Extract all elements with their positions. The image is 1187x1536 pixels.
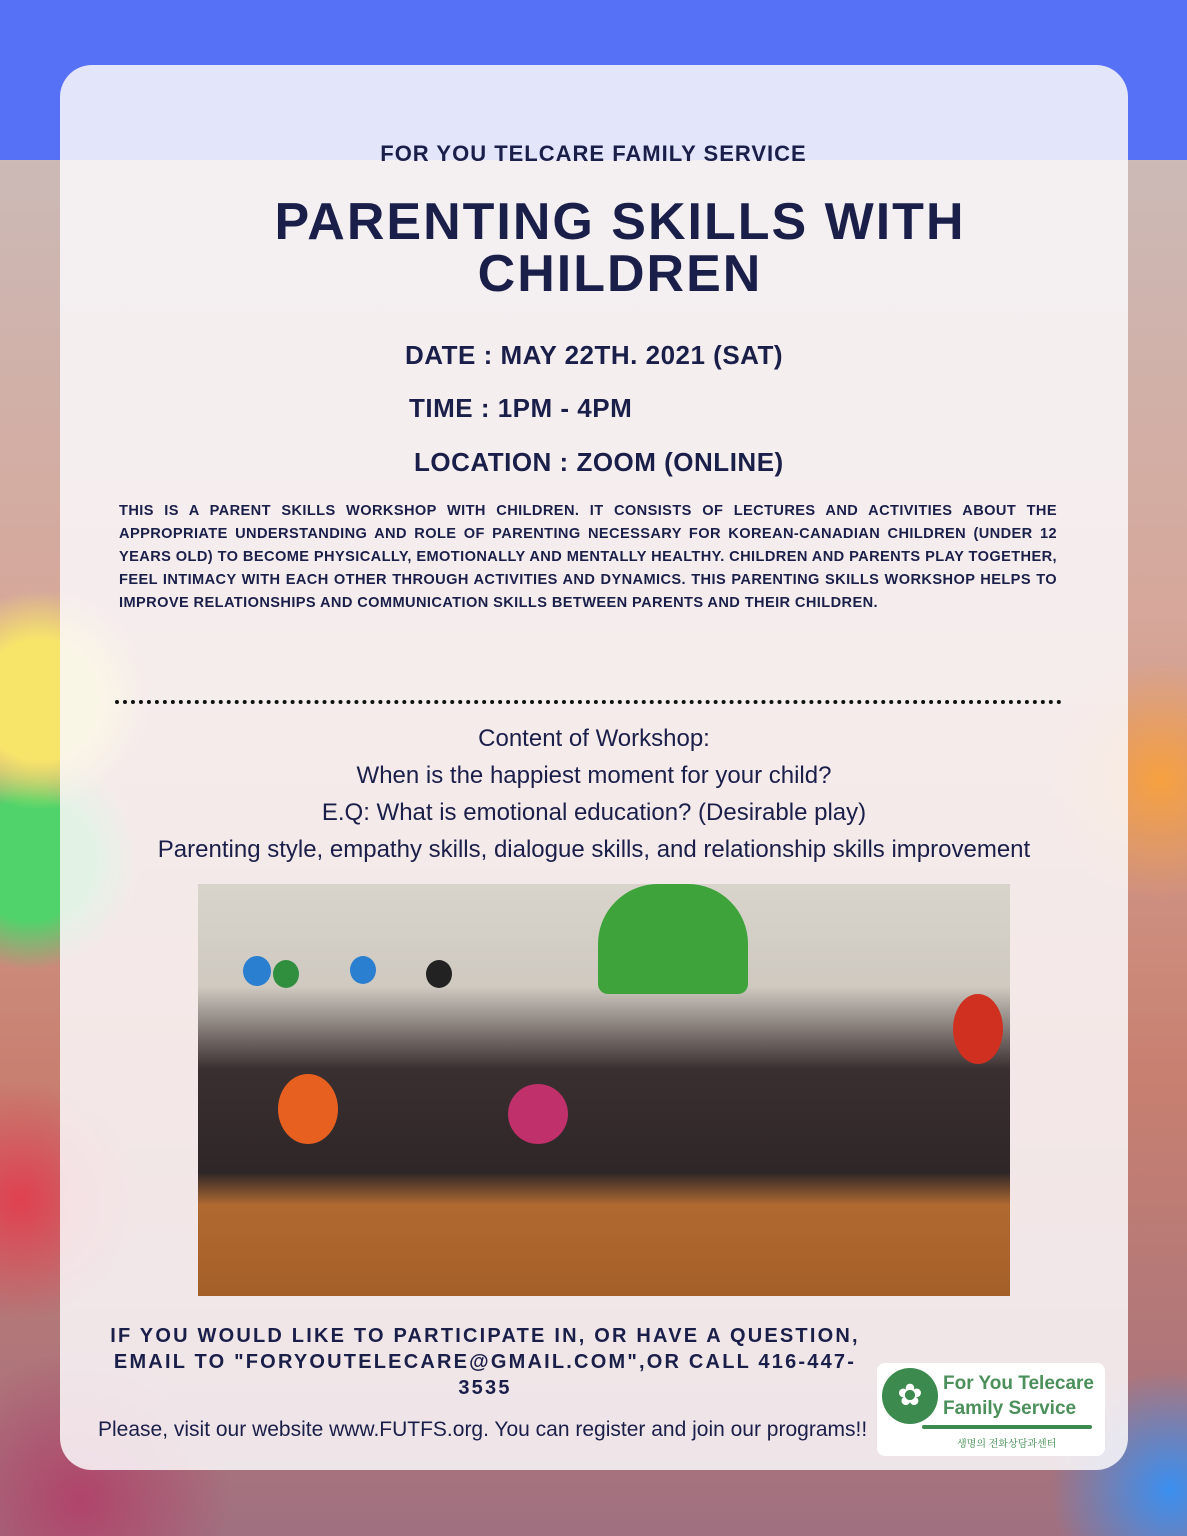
photo-tree-decoration [598, 884, 748, 994]
page-title: PARENTING SKILLS WITH CHILDREN [274, 193, 966, 303]
event-time: TIME : 1PM - 4PM [409, 393, 633, 423]
photo-balloon [426, 960, 452, 988]
content-item: E.Q: What is emotional education? (Desirable play) [321, 799, 867, 826]
event-date: DATE : MAY 22TH. 2021 (SAT) [405, 340, 784, 370]
photo-balloon [350, 956, 376, 984]
leaf-phone-icon: ✿ [882, 1368, 938, 1424]
content-heading: Content of Workshop: [478, 725, 710, 752]
logo-korean: 생명의 전화상담과센터 [957, 1439, 1057, 1450]
photo-red-jacket [953, 994, 1003, 1064]
photo-child-orange-jacket [278, 1074, 338, 1144]
brush-stroke [922, 1425, 1092, 1429]
contact-info [95, 1323, 875, 1401]
photo-balloon [273, 960, 299, 988]
content-item: Parenting style, empathy skills, dialogue skills, and relationship skills improvement [157, 836, 1031, 863]
group-photo [198, 884, 1010, 1296]
event-location: LOCATION : ZOOM (ONLINE) [414, 447, 784, 477]
dotted-divider [115, 700, 1062, 704]
description: THIS IS A PARENT SKILLS WORKSHOP WITH CHILDREN. IT CONSISTS OF LECTURES AND ACTIVITIES ABOUT THE APPROPRIATE UNDERSTANDING AND ROLE OF PARENTING NECESSARY FOR KOREAN-CANADIAN CHILDREN (UNDER 12 YEARS OLD) TO BECOME PHYSICALLY, EMOTIONALLY AND MENTALLY HEALTHY. CHILDREN AND PARENTS PLAY TOGETHER, FEEL INTIMACY WITH EACH OTHER THROUGH ACTIVITIES AND DYNAMICS. THIS PARENTING SKILLS WORKSHOP HELPS TO IMPROVE RELATIONSHIPS AND COMMUNICATION SKILLS BETWEEN PARENTS AND THEIR CHILDREN. [119, 503, 1057, 611]
photo-child-pink-jacket [508, 1084, 568, 1144]
contact-line-1: IF YOU WOULD LIKE TO PARTICIPATE IN, OR HAVE A QUESTION, [110, 1325, 860, 1347]
contact-line-2: EMAIL TO "FORYOUTELECARE@GMAIL.COM",OR CALL 416-447-3535 [113, 1351, 857, 1399]
photo-balloon [243, 956, 271, 986]
content-item: When is the happiest moment for your child? [356, 762, 832, 789]
organization-name: FOR YOU TELCARE FAMILY SERVICE [380, 141, 807, 166]
website-note: Please, visit our website www.FUTFS.org. You can register and join our programs!! [98, 1418, 868, 1441]
logo-line-1: For You Telecare [943, 1373, 1094, 1394]
organization-logo [877, 1363, 1105, 1456]
logo-line-2: Family Service [943, 1398, 1077, 1419]
